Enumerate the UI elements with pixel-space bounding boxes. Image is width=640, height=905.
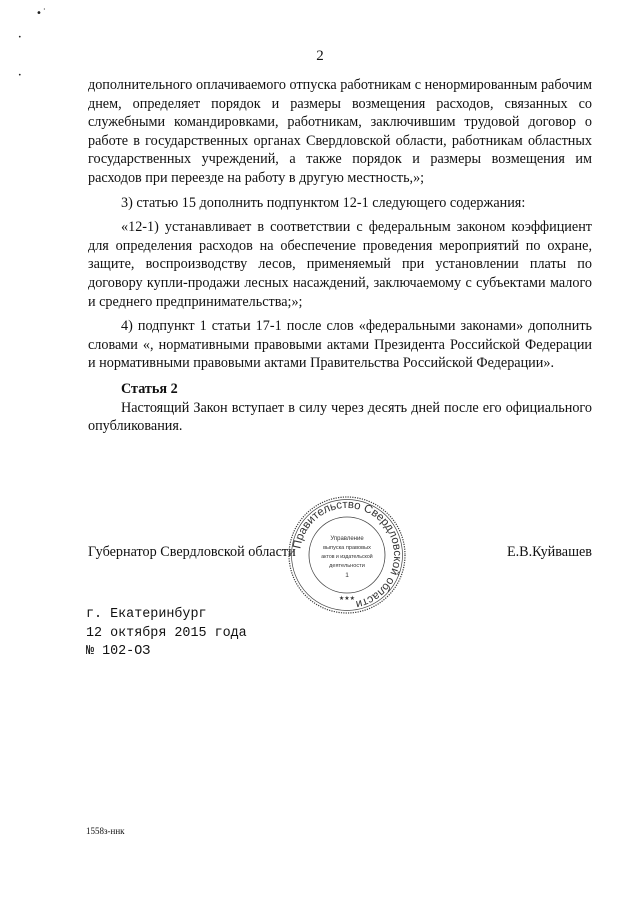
article-title: Статья 2 bbox=[121, 380, 178, 397]
paragraph-effective-date: Настоящий Закон вступает в силу через десять дней после его официального опубликования. bbox=[88, 399, 592, 435]
city: г. Екатеринбург bbox=[86, 607, 207, 622]
seal-inner-line-3: актов и издательской bbox=[321, 554, 373, 560]
scan-mark-top: •˙ bbox=[36, 8, 47, 19]
paragraph-continuation: дополнительного оплачиваемого отпуска работникам с ненормированным рабочим днем, определяет порядок и размеры возмещения расходов, связанных со служебными командировками, работникам, заключившим трудовой договор о работе в государственных органах Свердловской области, работникам областных государственных учреждений, а также порядок и размеры возмещения им расходов при переезде на работу в другую местность,»; bbox=[88, 77, 592, 186]
paragraph-quote-12-1: «12-1) устанавливает в соответствии с федеральным законом коэффициент для определения расходов на обеспечение проведения мероприятий по охране, защите, воспроизводству лесов, применяемый при установлении платы по договору купли-продажи лесных насаждений, заключаемому с субъектами малого и среднего предпринимательства;»; bbox=[88, 219, 592, 310]
document-body bbox=[88, 76, 592, 436]
seal-inner-line-2: выпуска правовых bbox=[323, 545, 371, 551]
seal-stars-icon: ★★★ bbox=[338, 595, 356, 602]
official-seal bbox=[286, 494, 408, 616]
seal-outer-text: Правительство Свердловской области bbox=[291, 498, 404, 611]
scan-mark-dot-1: • bbox=[18, 34, 22, 41]
place-date-block bbox=[86, 606, 247, 662]
seal-number: 1 bbox=[345, 572, 349, 579]
seal-inner-line-4: деятельности bbox=[329, 563, 365, 569]
footer-code: 1558з-ннк bbox=[86, 826, 125, 836]
page-number: 2 bbox=[316, 48, 324, 64]
signatory-name: Е.В.Куйвашев bbox=[506, 544, 592, 560]
signatory-position: Губернатор Свердловской области bbox=[88, 544, 296, 560]
scan-mark-dot-2: • bbox=[18, 72, 22, 79]
signing-date: 12 октября 2015 года bbox=[86, 625, 247, 641]
paragraph-item-4: 4) подпункт 1 статьи 17-1 после слов «федеральными законами» дополнить словами «, нормативными правовыми актами Президента Российской Федерации и нормативными правовыми актами Правительства Российской Федерации». bbox=[88, 318, 592, 372]
seal-inner-line-1: Управление bbox=[330, 536, 364, 542]
paragraph-item-3: 3) статью 15 дополнить подпунктом 12-1 следующего содержания: bbox=[121, 194, 526, 211]
law-number: № 102-ОЗ bbox=[86, 644, 151, 660]
